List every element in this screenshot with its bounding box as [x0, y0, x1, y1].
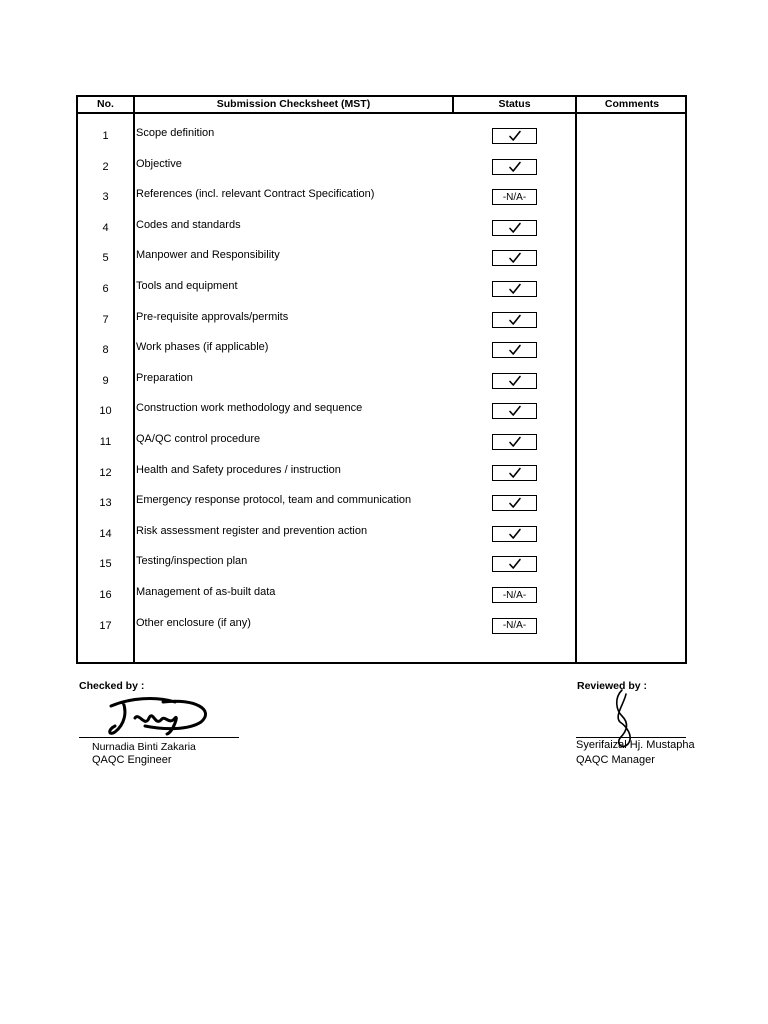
status-text: -N/A- [502, 620, 527, 632]
status-box [492, 128, 537, 144]
row-item: Scope definition [136, 127, 215, 139]
header-status: Status [498, 98, 531, 110]
checkmark-icon [508, 375, 522, 387]
table-row [78, 399, 575, 419]
checkmark-icon [508, 405, 522, 417]
table-row [78, 155, 575, 175]
checkmark-icon [508, 222, 522, 234]
row-number: 11 [99, 436, 112, 448]
checked-signature-line [79, 737, 239, 738]
row-item: Tools and equipment [136, 280, 238, 292]
checkmark-icon [508, 161, 522, 173]
status-box [492, 373, 537, 389]
table-row [78, 461, 575, 481]
row-item: Codes and standards [136, 218, 241, 231]
row-number: 10 [99, 405, 112, 418]
table-row [78, 124, 575, 144]
row-number: 15 [99, 558, 112, 571]
header-divider [78, 112, 685, 114]
row-number: 2 [102, 160, 109, 173]
row-number: 8 [102, 344, 109, 357]
row-item: Risk assessment register and prevention action [136, 524, 368, 537]
row-number: 16 [99, 589, 112, 601]
status-box [492, 342, 537, 358]
status-box [492, 556, 537, 572]
status-box [492, 403, 537, 419]
status-box [492, 220, 537, 236]
status-text: -N/A- [502, 191, 527, 203]
checked-by-role: QAQC Engineer [92, 754, 172, 766]
table-row [78, 491, 575, 511]
status-box [492, 250, 537, 266]
row-number: 17 [99, 619, 112, 632]
status-box [492, 526, 537, 542]
header-no: No. [97, 98, 114, 110]
row-number: 7 [102, 313, 109, 326]
checkmark-icon [508, 497, 522, 509]
checkmark-icon [508, 467, 522, 479]
row-item: Management of as-built data [136, 586, 276, 598]
reviewed-by-role: QAQC Manager [576, 754, 655, 766]
row-item: Manpower and Responsibility [136, 249, 280, 262]
row-number: 5 [102, 252, 109, 265]
table-row [78, 216, 575, 236]
status-box [492, 587, 537, 603]
table-row [78, 185, 575, 205]
status-box [492, 312, 537, 328]
row-number: 6 [102, 283, 109, 295]
reviewed-by-label: Reviewed by : [577, 680, 648, 692]
table-row [78, 277, 575, 297]
table-row [78, 246, 575, 266]
row-number: 4 [102, 221, 109, 234]
header-title: Submission Checksheet (MST) [216, 98, 371, 110]
row-number: 9 [102, 374, 109, 387]
reviewed-by-name: Syerifaizal Hj. Mustapha [576, 739, 695, 751]
checkmark-icon [508, 528, 522, 540]
header-comments: Comments [604, 98, 660, 110]
table-row [78, 308, 575, 328]
table-row [78, 369, 575, 389]
table-row [78, 614, 575, 634]
checkmark-icon [508, 436, 522, 448]
row-number: 14 [99, 527, 112, 540]
status-box [492, 281, 537, 297]
checkmark-icon [508, 252, 522, 264]
row-number: 1 [102, 130, 109, 142]
table-row [78, 552, 575, 572]
checked-by-name: Nurnadia Binti Zakaria [92, 741, 196, 753]
table-row [78, 522, 575, 542]
checkmark-icon [508, 130, 522, 142]
checked-by-label: Checked by : [79, 680, 145, 692]
column-divider-status [575, 97, 577, 662]
status-box [492, 159, 537, 175]
signature-checked-icon [105, 692, 215, 738]
row-item: Emergency response protocol, team and communication [136, 494, 412, 507]
row-item: Objective [136, 157, 182, 170]
row-item: Other enclosure (if any) [136, 616, 251, 629]
row-item: Testing/inspection plan [136, 555, 248, 568]
table-row [78, 430, 575, 450]
status-box [492, 495, 537, 511]
row-number: 12 [99, 466, 112, 479]
checkmark-icon [508, 283, 522, 295]
status-box [492, 434, 537, 450]
checkmark-icon [508, 314, 522, 326]
row-item: Health and Safety procedures / instruction [136, 463, 341, 476]
checkmark-icon [508, 558, 522, 570]
status-text: -N/A- [502, 589, 527, 601]
row-number: 3 [102, 191, 109, 204]
status-box [492, 465, 537, 481]
row-number: 13 [99, 497, 112, 510]
checkmark-icon [508, 344, 522, 356]
table-row [78, 338, 575, 358]
row-item: Work phases (if applicable) [136, 341, 269, 354]
table-row [78, 583, 575, 603]
reviewed-signature-line [576, 737, 686, 738]
row-item: Pre-requisite approvals/permits [136, 310, 289, 323]
row-item: QA/QC control procedure [136, 433, 261, 445]
row-item: Construction work methodology and sequence [136, 402, 363, 415]
submission-checksheet-table [76, 95, 687, 664]
status-box [492, 189, 537, 205]
status-box [492, 618, 537, 634]
row-item: Preparation [136, 371, 193, 384]
row-item: References (incl. relevant Contract Specification) [136, 188, 375, 201]
